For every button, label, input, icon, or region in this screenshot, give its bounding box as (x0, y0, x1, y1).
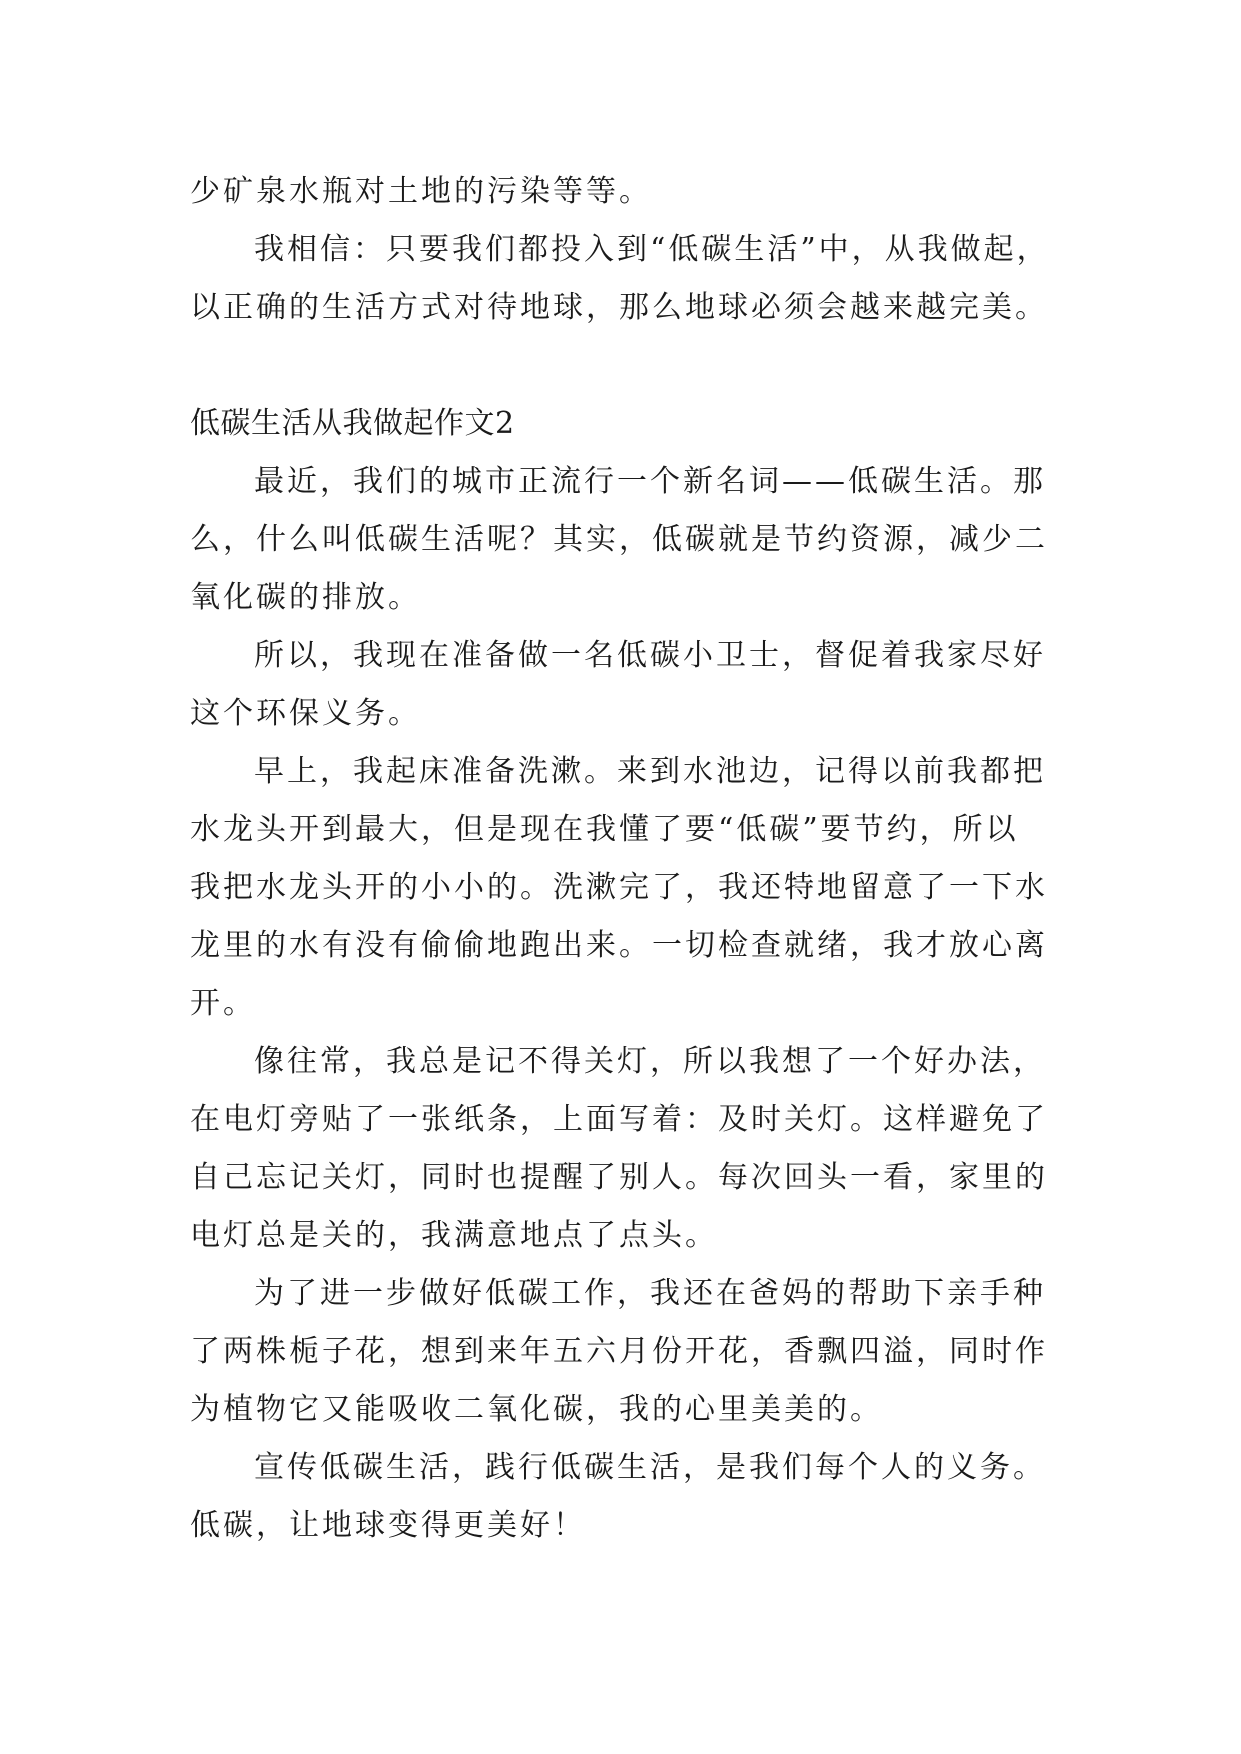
text-line: 低碳，让地球变得更美好！ (190, 1508, 586, 1543)
text-line: 氧化碳的排放。 (190, 580, 421, 615)
text-line: 我把水龙头开的小小的。洗漱完了，我还特地留意了一下水 (190, 870, 1048, 905)
text-line: 么，什么叫低碳生活呢？其实，低碳就是节约资源，减少二 (190, 522, 1048, 557)
text-line: 这个环保义务。 (190, 696, 421, 731)
paragraph-start-line: 我相信：只要我们都投入到“低碳生活”中，从我做起， (254, 232, 1050, 267)
document-body (190, 163, 1070, 1555)
text-line: 开。 (190, 986, 256, 1021)
text-line: 自己忘记关灯，同时也提醒了别人。每次回头一看，家里的 (190, 1160, 1048, 1195)
paragraph-start-line: 为了进一步做好低碳工作，我还在爸妈的帮助下亲手种 (254, 1276, 1046, 1311)
paragraph-start-line: 宣传低碳生活，践行低碳生活，是我们每个人的义务。 (254, 1450, 1046, 1485)
text-line: 以正确的生活方式对待地球，那么地球必须会越来越完美。 (190, 290, 1048, 325)
paragraph-start-line: 早上，我起床准备洗漱。来到水池边，记得以前我都把 (254, 754, 1046, 789)
section-heading: 低碳生活从我做起作文2 (190, 406, 515, 441)
text-line: 为植物它又能吸收二氧化碳，我的心里美美的。 (190, 1392, 883, 1427)
text-line: 少矿泉水瓶对土地的污染等等。 (190, 174, 652, 209)
paragraph-start-line: 最近，我们的城市正流行一个新名词——低碳生活。那 (254, 464, 1046, 499)
text-line: 了两株栀子花，想到来年五六月份开花，香飘四溢，同时作 (190, 1334, 1048, 1369)
text-line: 在电灯旁贴了一张纸条，上面写着：及时关灯。这样避免了 (190, 1102, 1048, 1137)
paragraph-start-line: 像往常，我总是记不得关灯，所以我想了一个好办法， (254, 1044, 1046, 1079)
text-line: 电灯总是关的，我满意地点了点头。 (190, 1218, 718, 1253)
text-line: 龙里的水有没有偷偷地跑出来。一切检查就绪，我才放心离 (190, 928, 1048, 963)
text-line: 水龙头开到最大，但是现在我懂了要“低碳”要节约，所以 (190, 812, 1019, 847)
paragraph-start-line: 所以，我现在准备做一名低碳小卫士，督促着我家尽好 (254, 638, 1046, 673)
section-gap (190, 337, 1070, 395)
